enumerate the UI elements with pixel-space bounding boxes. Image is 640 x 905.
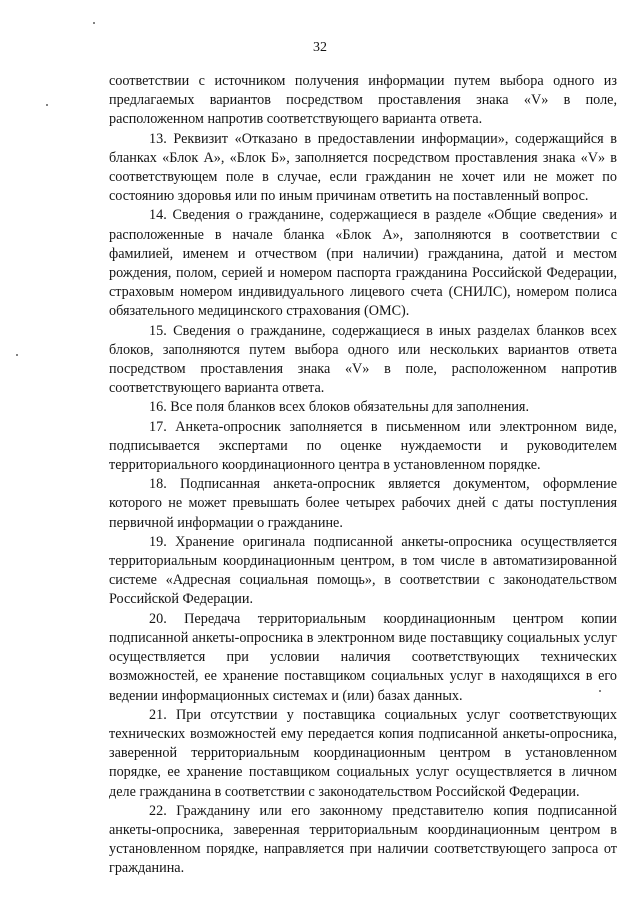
- page-number: 32: [313, 40, 327, 55]
- scan-speck: [93, 22, 95, 24]
- document-body: [109, 72, 617, 879]
- paragraph-20: 20. Передача территориальным координационным центром копии подписанной анкеты-опросника в электронном виде поставщику социальных услуг осуществляется при условии наличия соответствующих технических возможностей, ее хранение поставщиком социальных услуг в находящихся в его ведении информационных системах и (или) базах данных.: [109, 610, 617, 704]
- paragraph-21: 21. При отсутствии у поставщика социальных услуг соответствующих технических возможностей ему передается копия подписанной анкеты-опросника, заверенной территориальным координационным центром в установленном порядке, ее хранение поставщиком социальных услуг осуществляется в личном деле гражданина в соответствии с законодательством Российской Федерации.: [109, 706, 617, 800]
- paragraph-14: 14. Сведения о гражданине, содержащиеся в разделе «Общие сведения» и расположенные в начале бланка «Блок А», заполняются в соответствии с фамилией, именем и отчеством (при наличии) гражданина, датой и местом рождения, полом, серией и номером паспорта гражданина Российской Федерации, страховым номером индивидуального лицевого счета (СНИЛС), номером полиса обязательного медицинского страхования (ОМС).: [109, 207, 617, 320]
- paragraph-15: 15. Сведения о гражданине, содержащиеся в иных разделах бланков всех блоков, заполняются путем выбора одного или нескольких вариантов ответа посредством проставления знака «V» в поле, расположенном напротив соответствующего варианта ответа.: [109, 322, 617, 397]
- paragraph-16: 16. Все поля бланков всех блоков обязательны для заполнения.: [149, 399, 529, 416]
- paragraph-22: 22. Гражданину или его законному представителю копия подписанной анкеты-опросника, заверенная территориальным координационным центром в установленном порядке, направляется при наличии соответствующего запроса от гражданина.: [109, 802, 617, 877]
- scan-speck: [46, 104, 48, 106]
- scan-speck: [599, 690, 601, 692]
- paragraph-17: 17. Анкета-опросник заполняется в письменном или электронном виде, подписывается экспертами по оценке нуждаемости и руководителем территориального координационного центра в установленном порядке.: [109, 418, 617, 474]
- paragraph-continuation: соответствии с источником получения информации путем выбора одного из предлагаемых вариантов посредством проставления знака «V» в поле, расположенном напротив соответствующего варианта ответа.: [109, 73, 617, 128]
- paragraph-18: 18. Подписанная анкета-опросник является документом, оформление которого не может превышать более четырех рабочих дней с даты поступления первичной информации о гражданине.: [109, 476, 617, 531]
- paragraph-13: 13. Реквизит «Отказано в предоставлении информации», содержащийся в бланках «Блок А», «Блок Б», заполняется посредством проставления знака «V» в соответствующем поле в случае, если гражданин не хочет или не может по состоянию здоровья или по иным причинам ответить на поставленный вопрос.: [109, 130, 617, 205]
- paragraph-19: 19. Хранение оригинала подписанной анкеты-опросника осуществляется территориальным координационным центром, в том числе в автоматизированной системе «Адресная социальная помощь», в соответствии с законодательством Российской Федерации.: [109, 533, 617, 608]
- scan-speck: [16, 354, 18, 356]
